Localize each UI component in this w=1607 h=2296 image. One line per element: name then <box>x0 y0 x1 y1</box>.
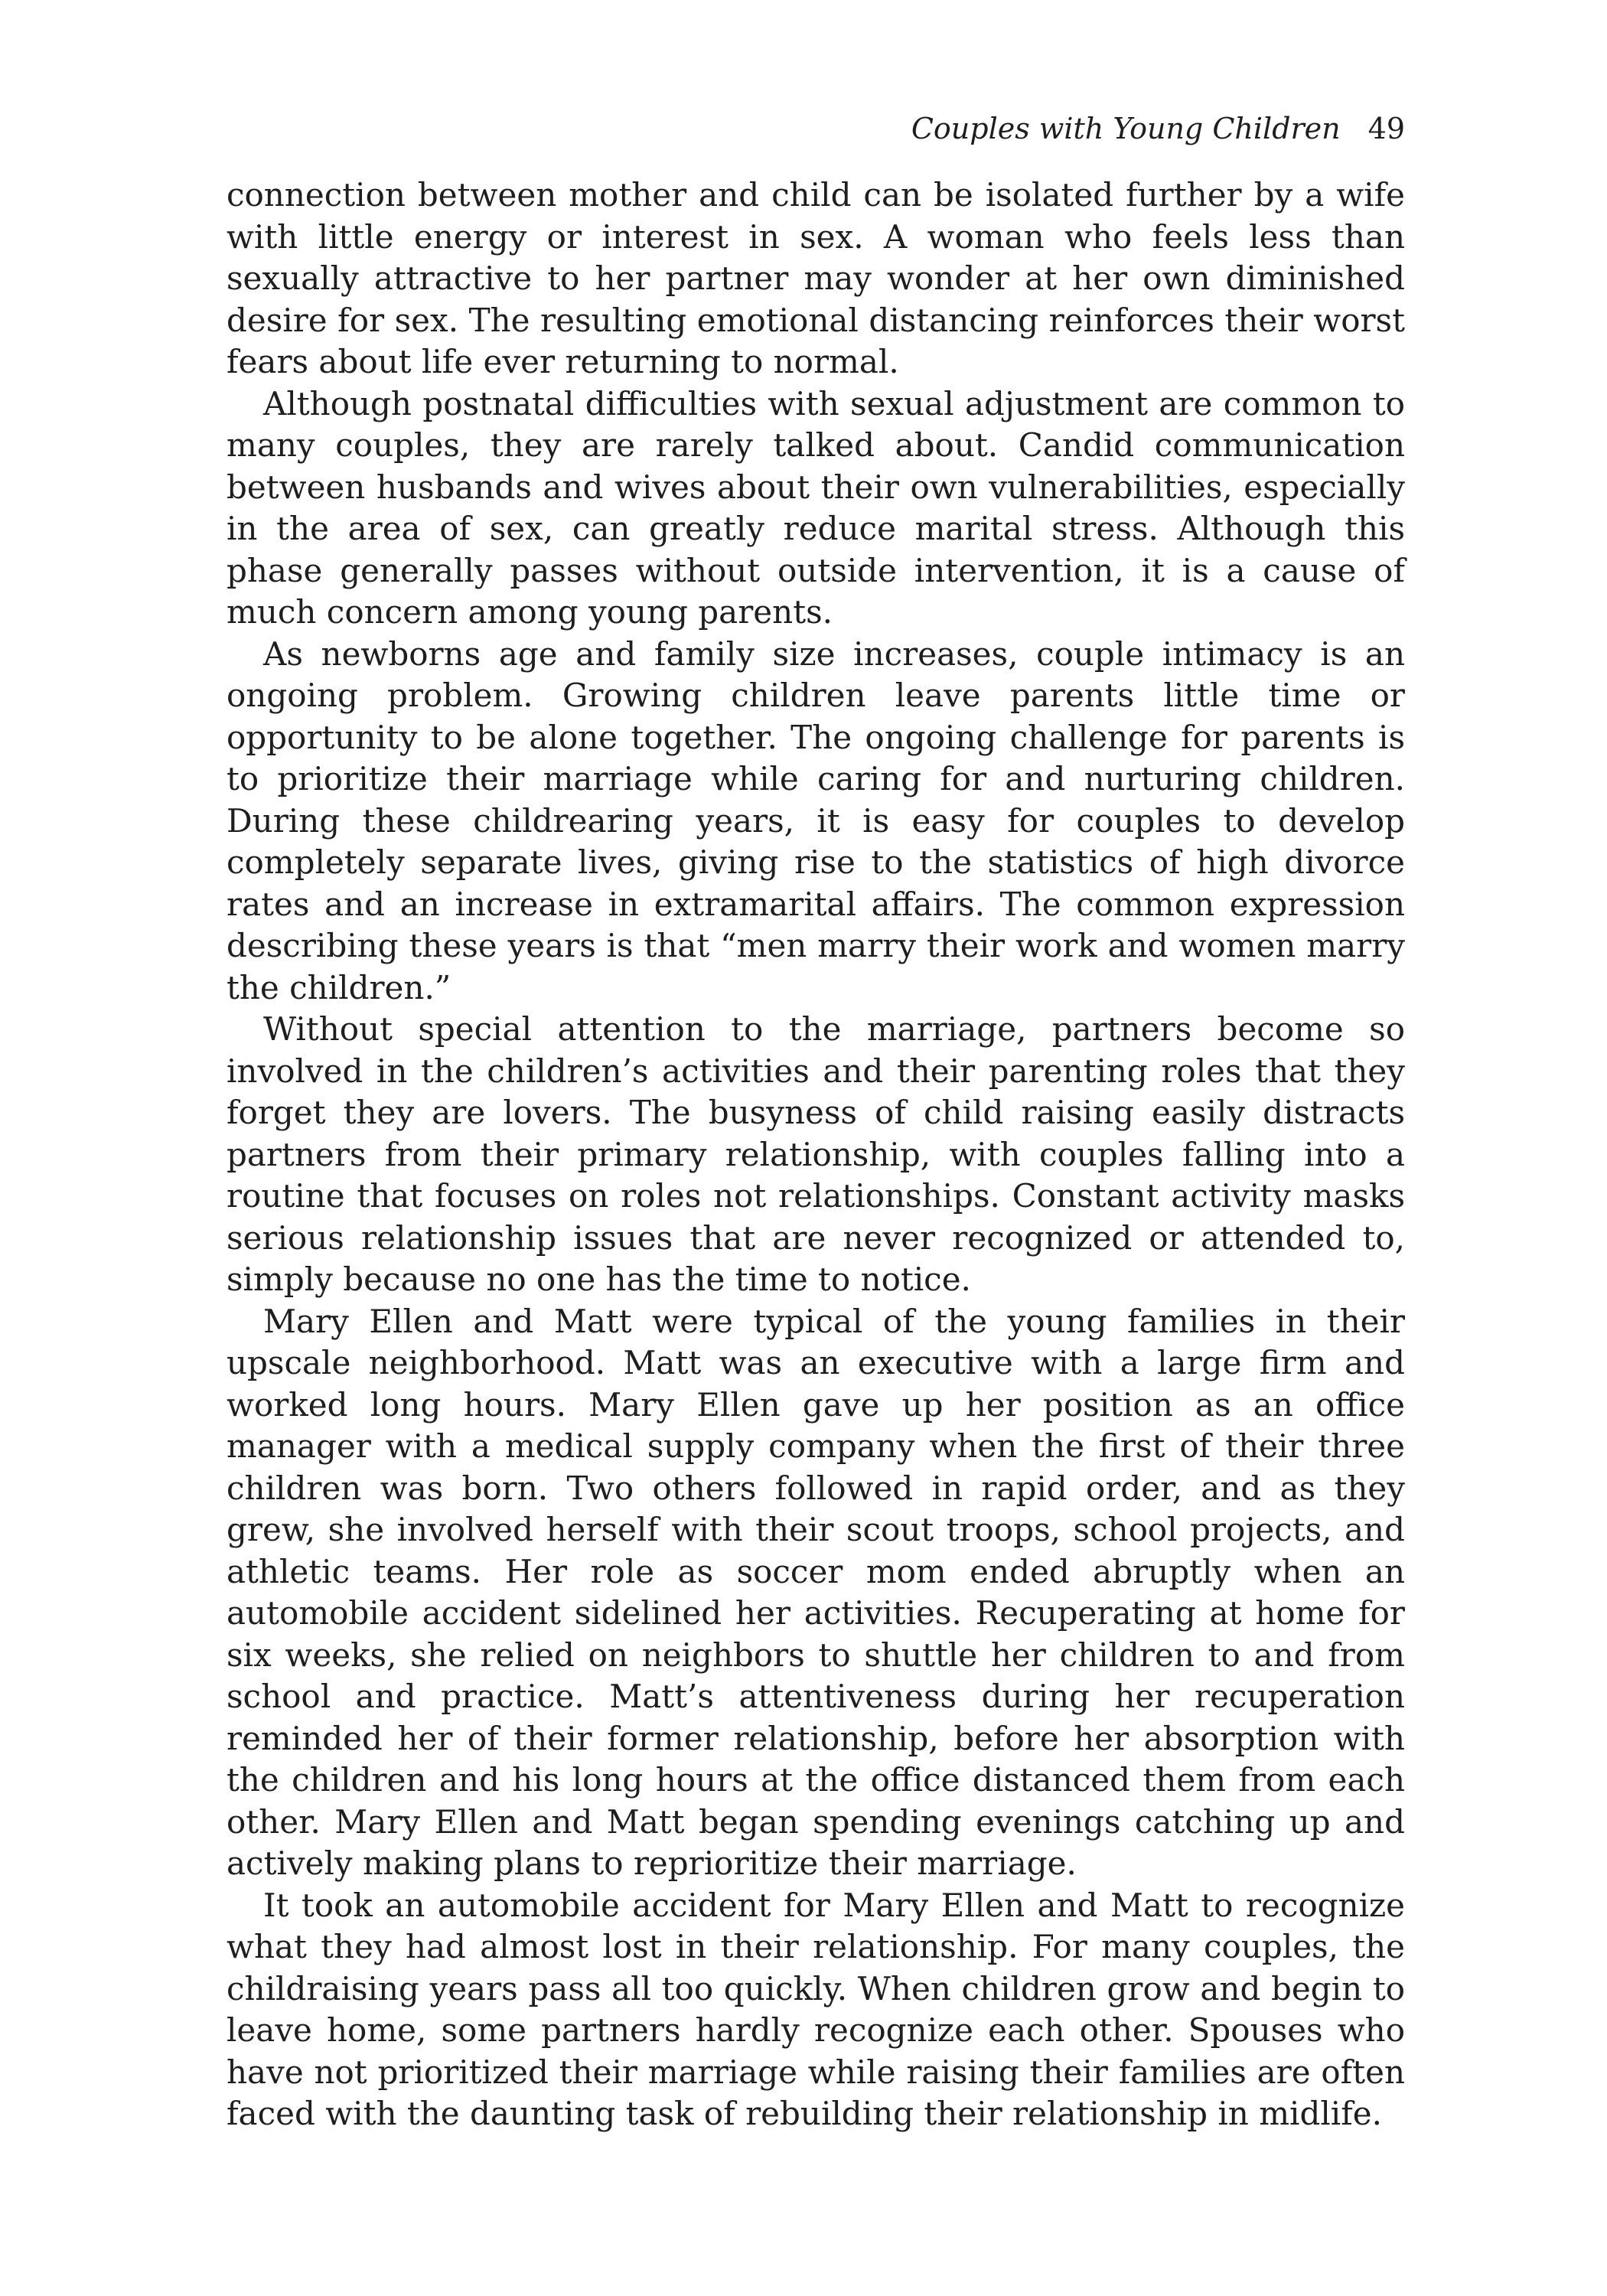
running-title: Couples with Young Children <box>911 112 1341 145</box>
page-number: 49 <box>1367 112 1405 145</box>
body-text <box>227 174 1405 2135</box>
paragraph: Mary Ellen and Matt were typical of the young families in their upscale neighborhood. Matt was an executive with a large firm and worked long hours. Mary Ellen gave up her position as an office manager with a medical supply company when the first of their three children was born. Two others followed in rapid order, and as they grew, she involved herself with their scout troops, school projects, and athletic teams. Her role as soccer mom ended abruptly when an automobile accident sidelined her activities. Recuperating at home for six weeks, she relied on neighbors to shuttle her children to and from school and practice. Matt’s attentiveness during her recuperation reminded her of their former relationship, before her absorption with the children and his long hours at the office distanced them from each other. Mary Ellen and Matt began spending evenings catching up and actively making plans to reprioritize their marriage. <box>227 1302 1405 1882</box>
running-header <box>227 106 1405 152</box>
paragraph-continued: connection between mother and child can be isolated further by a wife with little energy or interest in sex. A woman who feels less than sexually attractive to her partner may wonder at her own diminished desire for sex. The resulting emotional distancing reinforces their worst fears about life ever returning to normal. <box>227 176 1405 380</box>
paragraph: Without special attention to the marriage, partners become so involved in the children’s activities and their parenting roles that they forget they are lovers. The busyness of child raising easily distracts partners from their primary relationship, with couples falling into a routine that focuses on roles not relationships. Constant activity masks serious relationship issues that are never recognized or attended to, simply because no one has the time to notice. <box>227 1010 1405 1298</box>
paragraph: It took an automobile accident for Mary Ellen and Matt to recognize what they had almost lost in their relationship. For many couples, the childraising years pass all too quickly. When children grow and begin to leave home, some partners hardly recognize each other. Spouses who have not prioritized their marriage while raising their families are often faced with the daunting task of rebuilding their relationship in midlife. <box>227 1886 1405 2132</box>
paragraph: Although postnatal difficulties with sexual adjustment are common to many couples, they are rarely talked about. Candid communication between husbands and wives about their own vulnerabilities, especially in the area of sex, can greatly reduce marital stress. Although this phase generally passes without outside intervention, it is a cause of much concern among young parents. <box>227 384 1405 631</box>
paragraph: As newborns age and family size increases, couple intimacy is an ongoing problem. Growing children leave parents little time or opportunity to be alone together. The ongoing challenge for parents is to prioritize their marriage while caring for and nurturing children. During these childrearing years, it is easy for couples to develop completely separate lives, giving rise to the statistics of high divorce rates and an increase in extramarital affairs. The common expression describing these years is that “men marry their work and women marry the children.” <box>227 634 1405 1006</box>
